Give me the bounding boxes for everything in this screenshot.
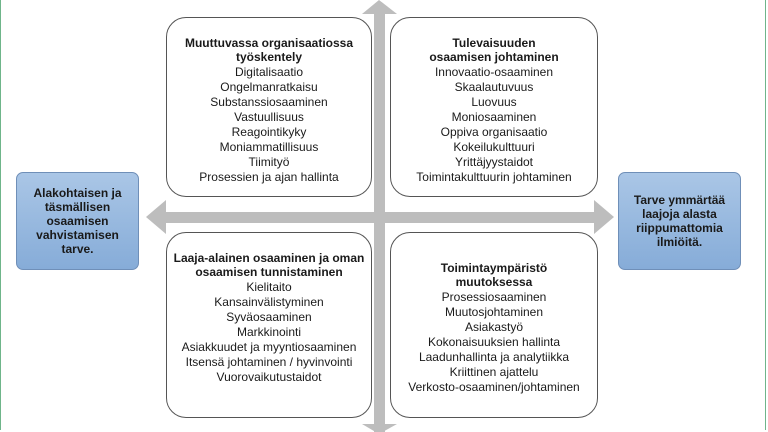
quadrant-top-right bbox=[390, 17, 598, 197]
quadrant-item: Substanssiosaaminen bbox=[210, 95, 328, 109]
quadrant-item: Asiakkuudet ja myyntiosaaminen bbox=[181, 340, 357, 354]
quadrant-item: Toimintakulttuurin johtaminen bbox=[416, 170, 572, 184]
quadrant-item: Moniosaaminen bbox=[451, 110, 537, 124]
quadrant-list bbox=[167, 65, 371, 185]
quadrant-item: Vuorovaikutustaidot bbox=[216, 370, 322, 384]
quadrant-item: Kokeilukulttuuri bbox=[453, 140, 535, 154]
quadrant-top-left bbox=[166, 17, 372, 197]
quadrant-item: Moniammatillisuus bbox=[219, 140, 319, 154]
quadrant-item: Digitalisaatio bbox=[234, 65, 304, 79]
quadrant-item: Laadunhallinta ja analytiikka bbox=[418, 350, 570, 364]
quadrant-item: Prosessiosaaminen bbox=[441, 290, 547, 304]
bottom-arrowhead bbox=[362, 424, 397, 432]
top-arrowhead bbox=[362, 0, 397, 14]
quadrant-item: Kansainvälistyminen bbox=[214, 295, 324, 309]
quadrant-item: Vastuullisuus bbox=[234, 110, 304, 124]
quadrant-item: Markkinointi bbox=[236, 325, 302, 339]
quadrant-item: Yrittäjyystaidot bbox=[454, 155, 534, 169]
quadrant-item: Kokonaisuuksien hallinta bbox=[427, 335, 561, 349]
quadrant-bottom-left bbox=[166, 232, 372, 418]
quadrant-item: Itsensä johtaminen / hyvinvointi bbox=[185, 355, 353, 369]
quadrant-item: Syväosaaminen bbox=[226, 310, 312, 324]
quadrant-bottom-right bbox=[390, 232, 598, 418]
vertical-axis bbox=[374, 12, 385, 432]
quadrant-item: Kriittinen ajattelu bbox=[449, 365, 539, 379]
quadrant-list bbox=[391, 65, 597, 185]
quadrant-item: Oppiva organisaatio bbox=[440, 125, 548, 139]
quadrant-item: Asiakastyö bbox=[464, 320, 524, 334]
quadrant-item: Luovuus bbox=[471, 95, 517, 109]
quadrant-item: Innovaatio-osaaminen bbox=[434, 65, 554, 79]
quadrant-item: Kielitaito bbox=[246, 280, 292, 294]
quadrant-item: Ongelmanratkaisu bbox=[220, 80, 318, 94]
left-arrowhead bbox=[146, 200, 166, 234]
quadrant-item: Muutosjohtaminen bbox=[444, 305, 544, 319]
quadrant-item: Prosessien ja ajan hallinta bbox=[199, 170, 339, 184]
quadrant-title: Toimintaympäristö muutoksessa bbox=[440, 261, 548, 289]
left-side-box: Alakohtaisen ja täsmällisen osaamisen vahvistamisen tarve. bbox=[16, 172, 139, 270]
right-arrowhead bbox=[594, 200, 614, 234]
quadrant-title: Laaja-alainen osaaminen ja oman osaamisen tunnistaminen bbox=[173, 251, 365, 279]
quadrant-item: Tiimityö bbox=[248, 155, 290, 169]
quadrant-item: Skaalautuvuus bbox=[454, 80, 534, 94]
quadrant-list bbox=[391, 290, 597, 395]
quadrant-title: Muuttuvassa organisaatiossa työskentely bbox=[184, 36, 354, 64]
quadrant-item: Verkosto-osaaminen/johtaminen bbox=[408, 380, 580, 394]
quadrant-item: Reagointikyky bbox=[231, 125, 307, 139]
right-side-box: Tarve ymmärtää laajoja alasta riippumattomia ilmiöitä. bbox=[618, 172, 741, 270]
quadrant-list bbox=[167, 280, 371, 385]
quadrant-title: Tulevaisuuden osaamisen johtaminen bbox=[429, 36, 559, 64]
